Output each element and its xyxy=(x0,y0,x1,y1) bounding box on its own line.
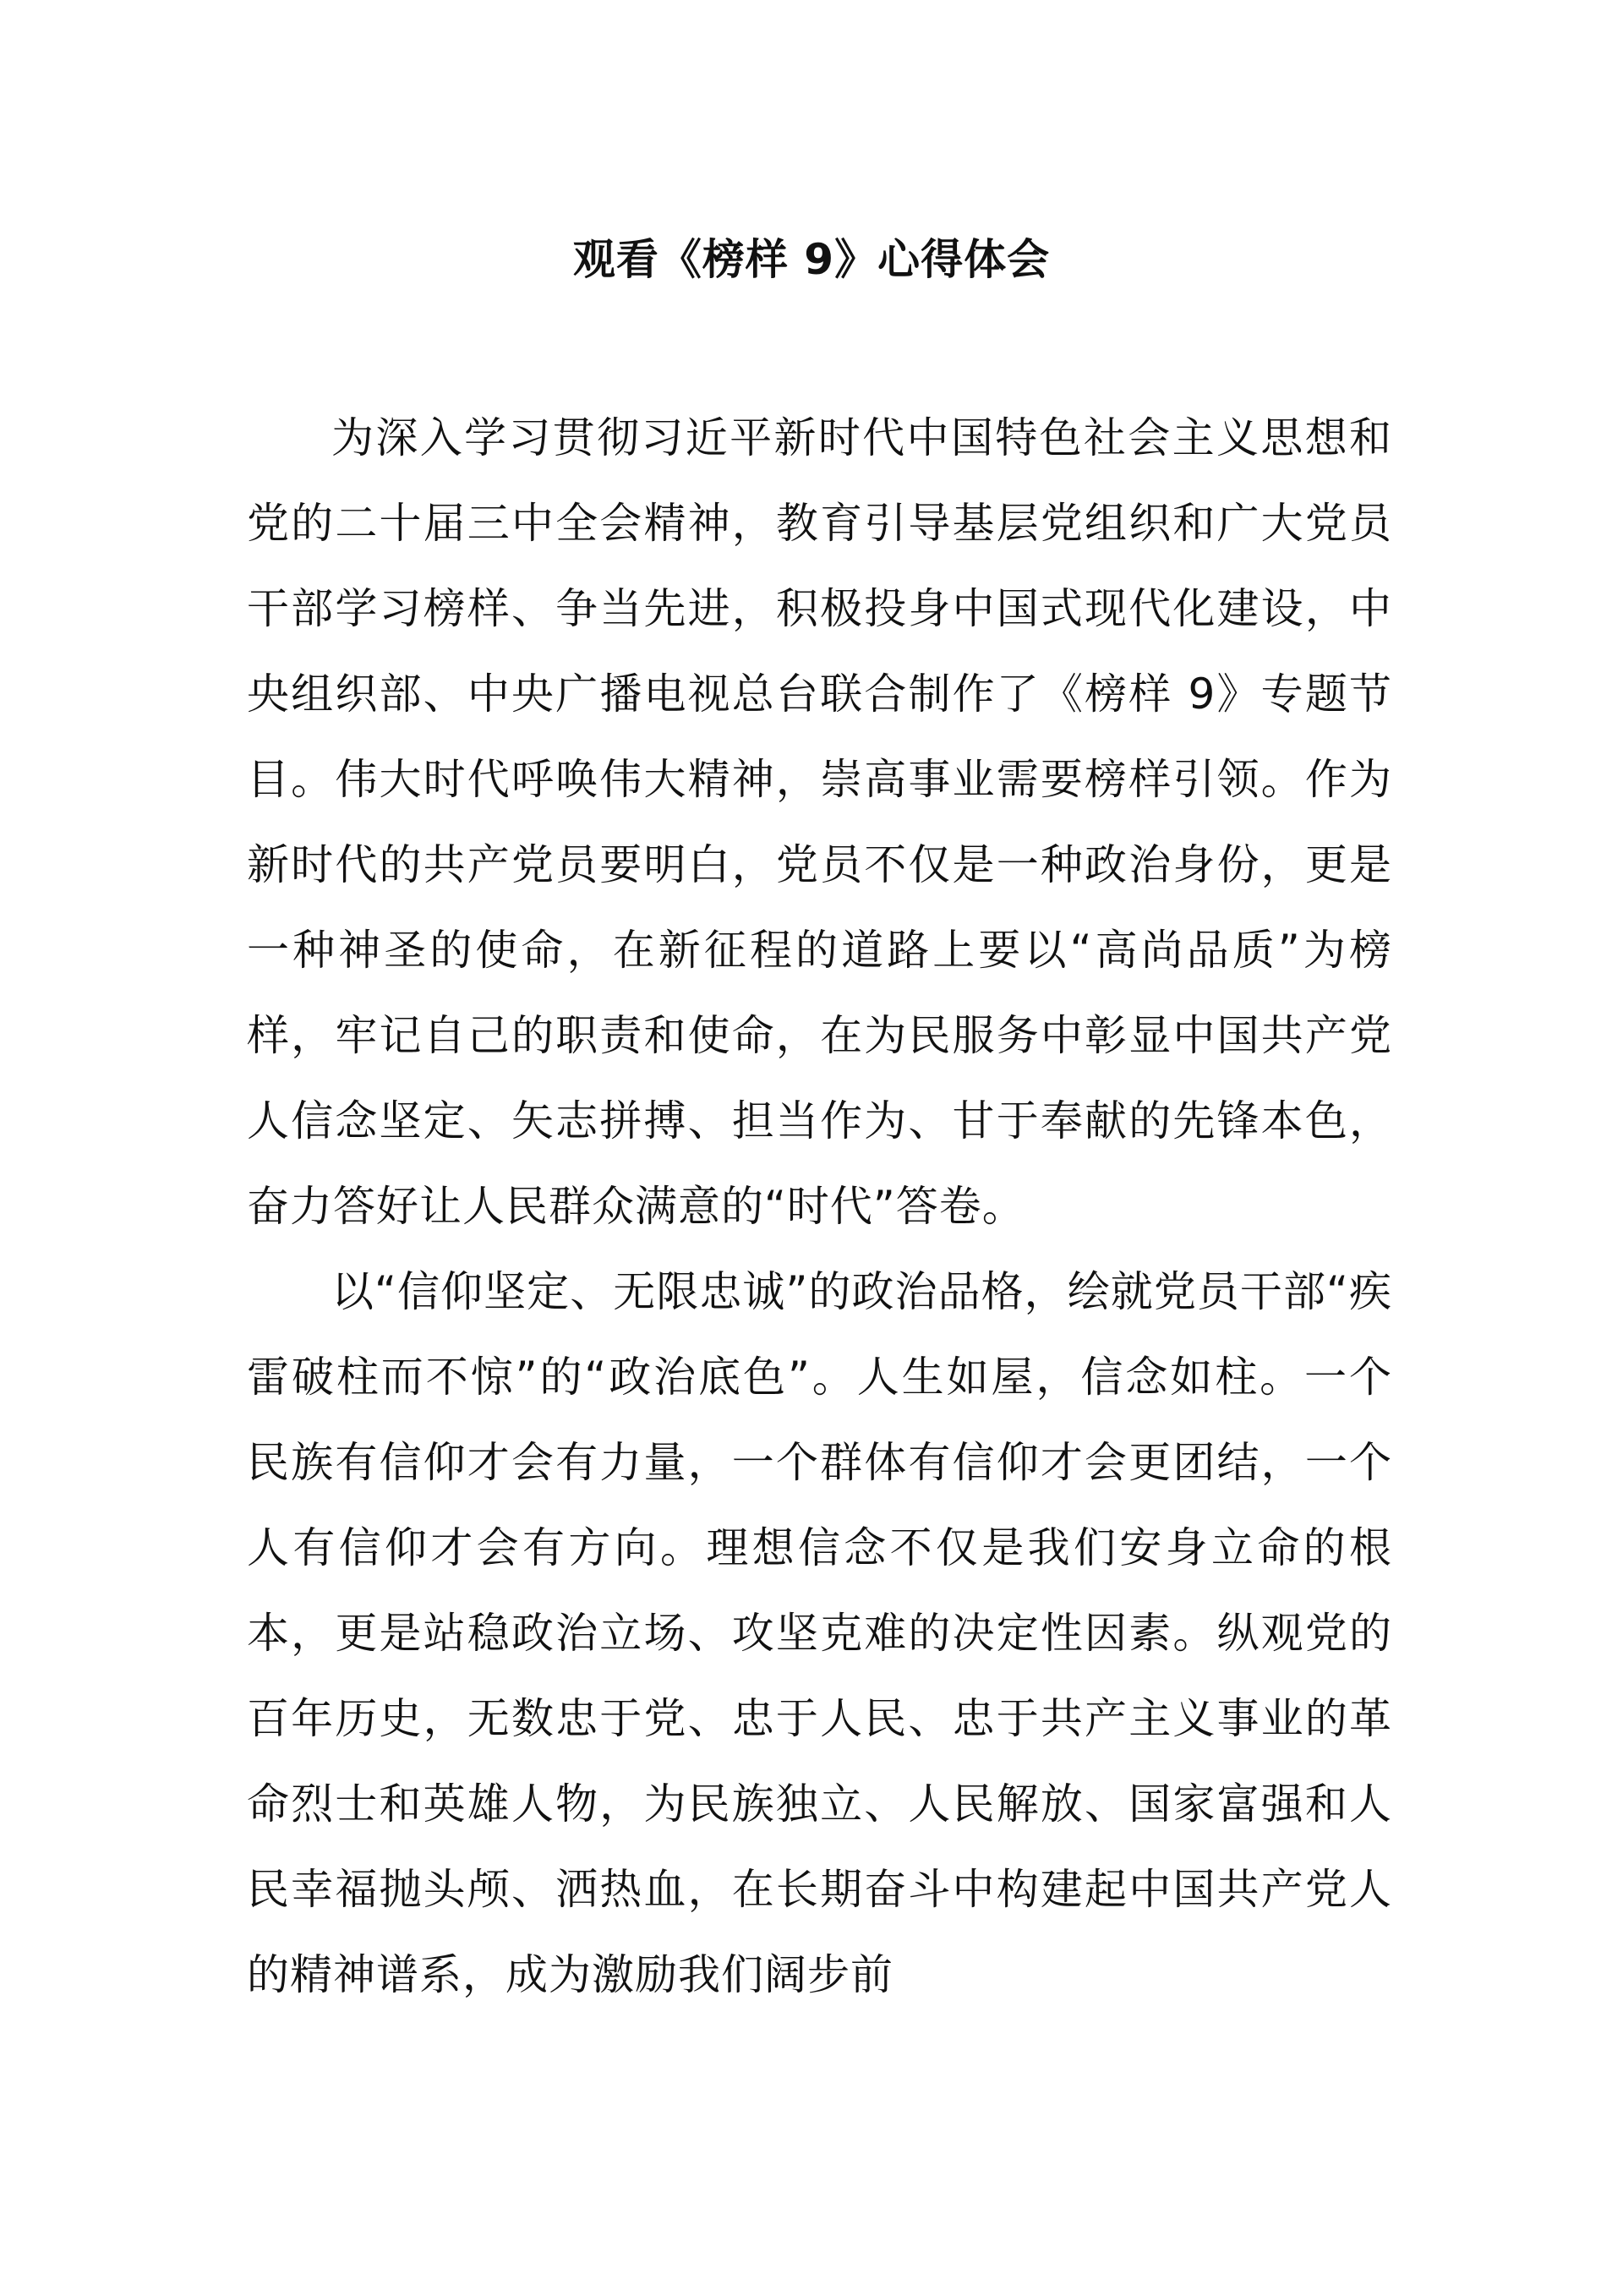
paragraph-2: 以“信仰坚定、无限忠诚”的政治品格，绘就党员干部“疾雷破柱而不惊”的“政治底色”。人生如屋，信念如柱。一个民族有信仰才会有力量，一个群体有信仰才会更团结，一个人有信仰才会有方向。理想信念不仅是我们安身立命的根本，更是站稳政治立场、攻坚克难的决定性因素。纵观党的百年历史，无数忠于党、忠于人民、忠于共产主义事业的革命烈士和英雄人物，为民族独立、人民解放、国家富强和人民幸福抛头颅、洒热血，在长期奋斗中构建起中国共产党人的精神谱系，成为激励我们阔步前 xyxy=(247,1267,1392,1999)
paragraph-1: 为深入学习贯彻习近平新时代中国特色社会主义思想和党的二十届三中全会精神，教育引导基层党组织和广大党员干部学习榜样、争当先进，积极投身中国式现代化建设，中央组织部、中央广播电视总台联合制作了《榜样 9》专题节目。伟大时代呼唤伟大精神，崇高事业需要榜样引领。作为新时代的共产党员要明白，党员不仅是一种政治身份，更是一种神圣的使命，在新征程的道路上要以“高尚品质”为榜样，牢记自己的职责和使命，在为民服务中彰显中国共产党人信念坚定、矢志拼搏、担当作为、甘于奉献的先锋本色，奋力答好让人民群众满意的“时代”答卷。 xyxy=(247,413,1392,1231)
document-title: 观看《榜样 9》心得体会 xyxy=(572,235,1051,284)
document-body xyxy=(247,396,1392,2018)
